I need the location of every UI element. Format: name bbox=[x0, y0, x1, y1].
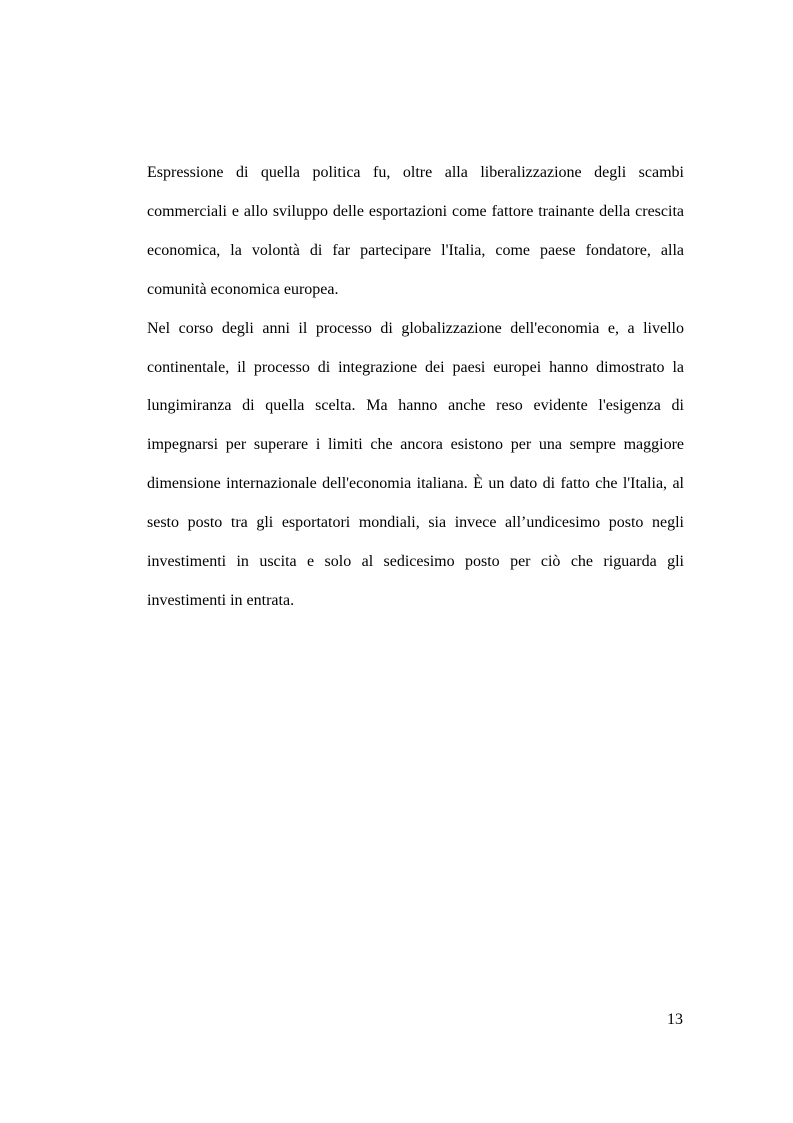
body-text bbox=[147, 154, 684, 621]
paragraph-2: Nel corso degli anni il processo di globalizzazione dell'economia e, a livello continentale, il processo di integrazione dei paesi europei hanno dimostrato la lungimiranza di quella scelta. Ma hanno anche reso evidente l'esigenza di impegnarsi per superare i limiti che ancora esistono per una sempre maggiore dimensione internazionale dell'economia italiana. È un dato di fatto che l'Italia, al sesto posto tra gli esportatori mondiali, sia invece all’undicesimo posto negli investimenti in uscita e solo al sedicesimo posto per ciò che riguarda gli investimenti in entrata. bbox=[147, 319, 684, 609]
paragraph-1: Espressione di quella politica fu, oltre alla liberalizzazione degli scambi commerciali e allo sviluppo delle esportazioni come fattore trainante della crescita economica, la volontà di far partecipare l'Italia, come paese fondatore, alla comunità economica europea. bbox=[147, 164, 684, 298]
page-number: 13 bbox=[667, 1011, 683, 1028]
